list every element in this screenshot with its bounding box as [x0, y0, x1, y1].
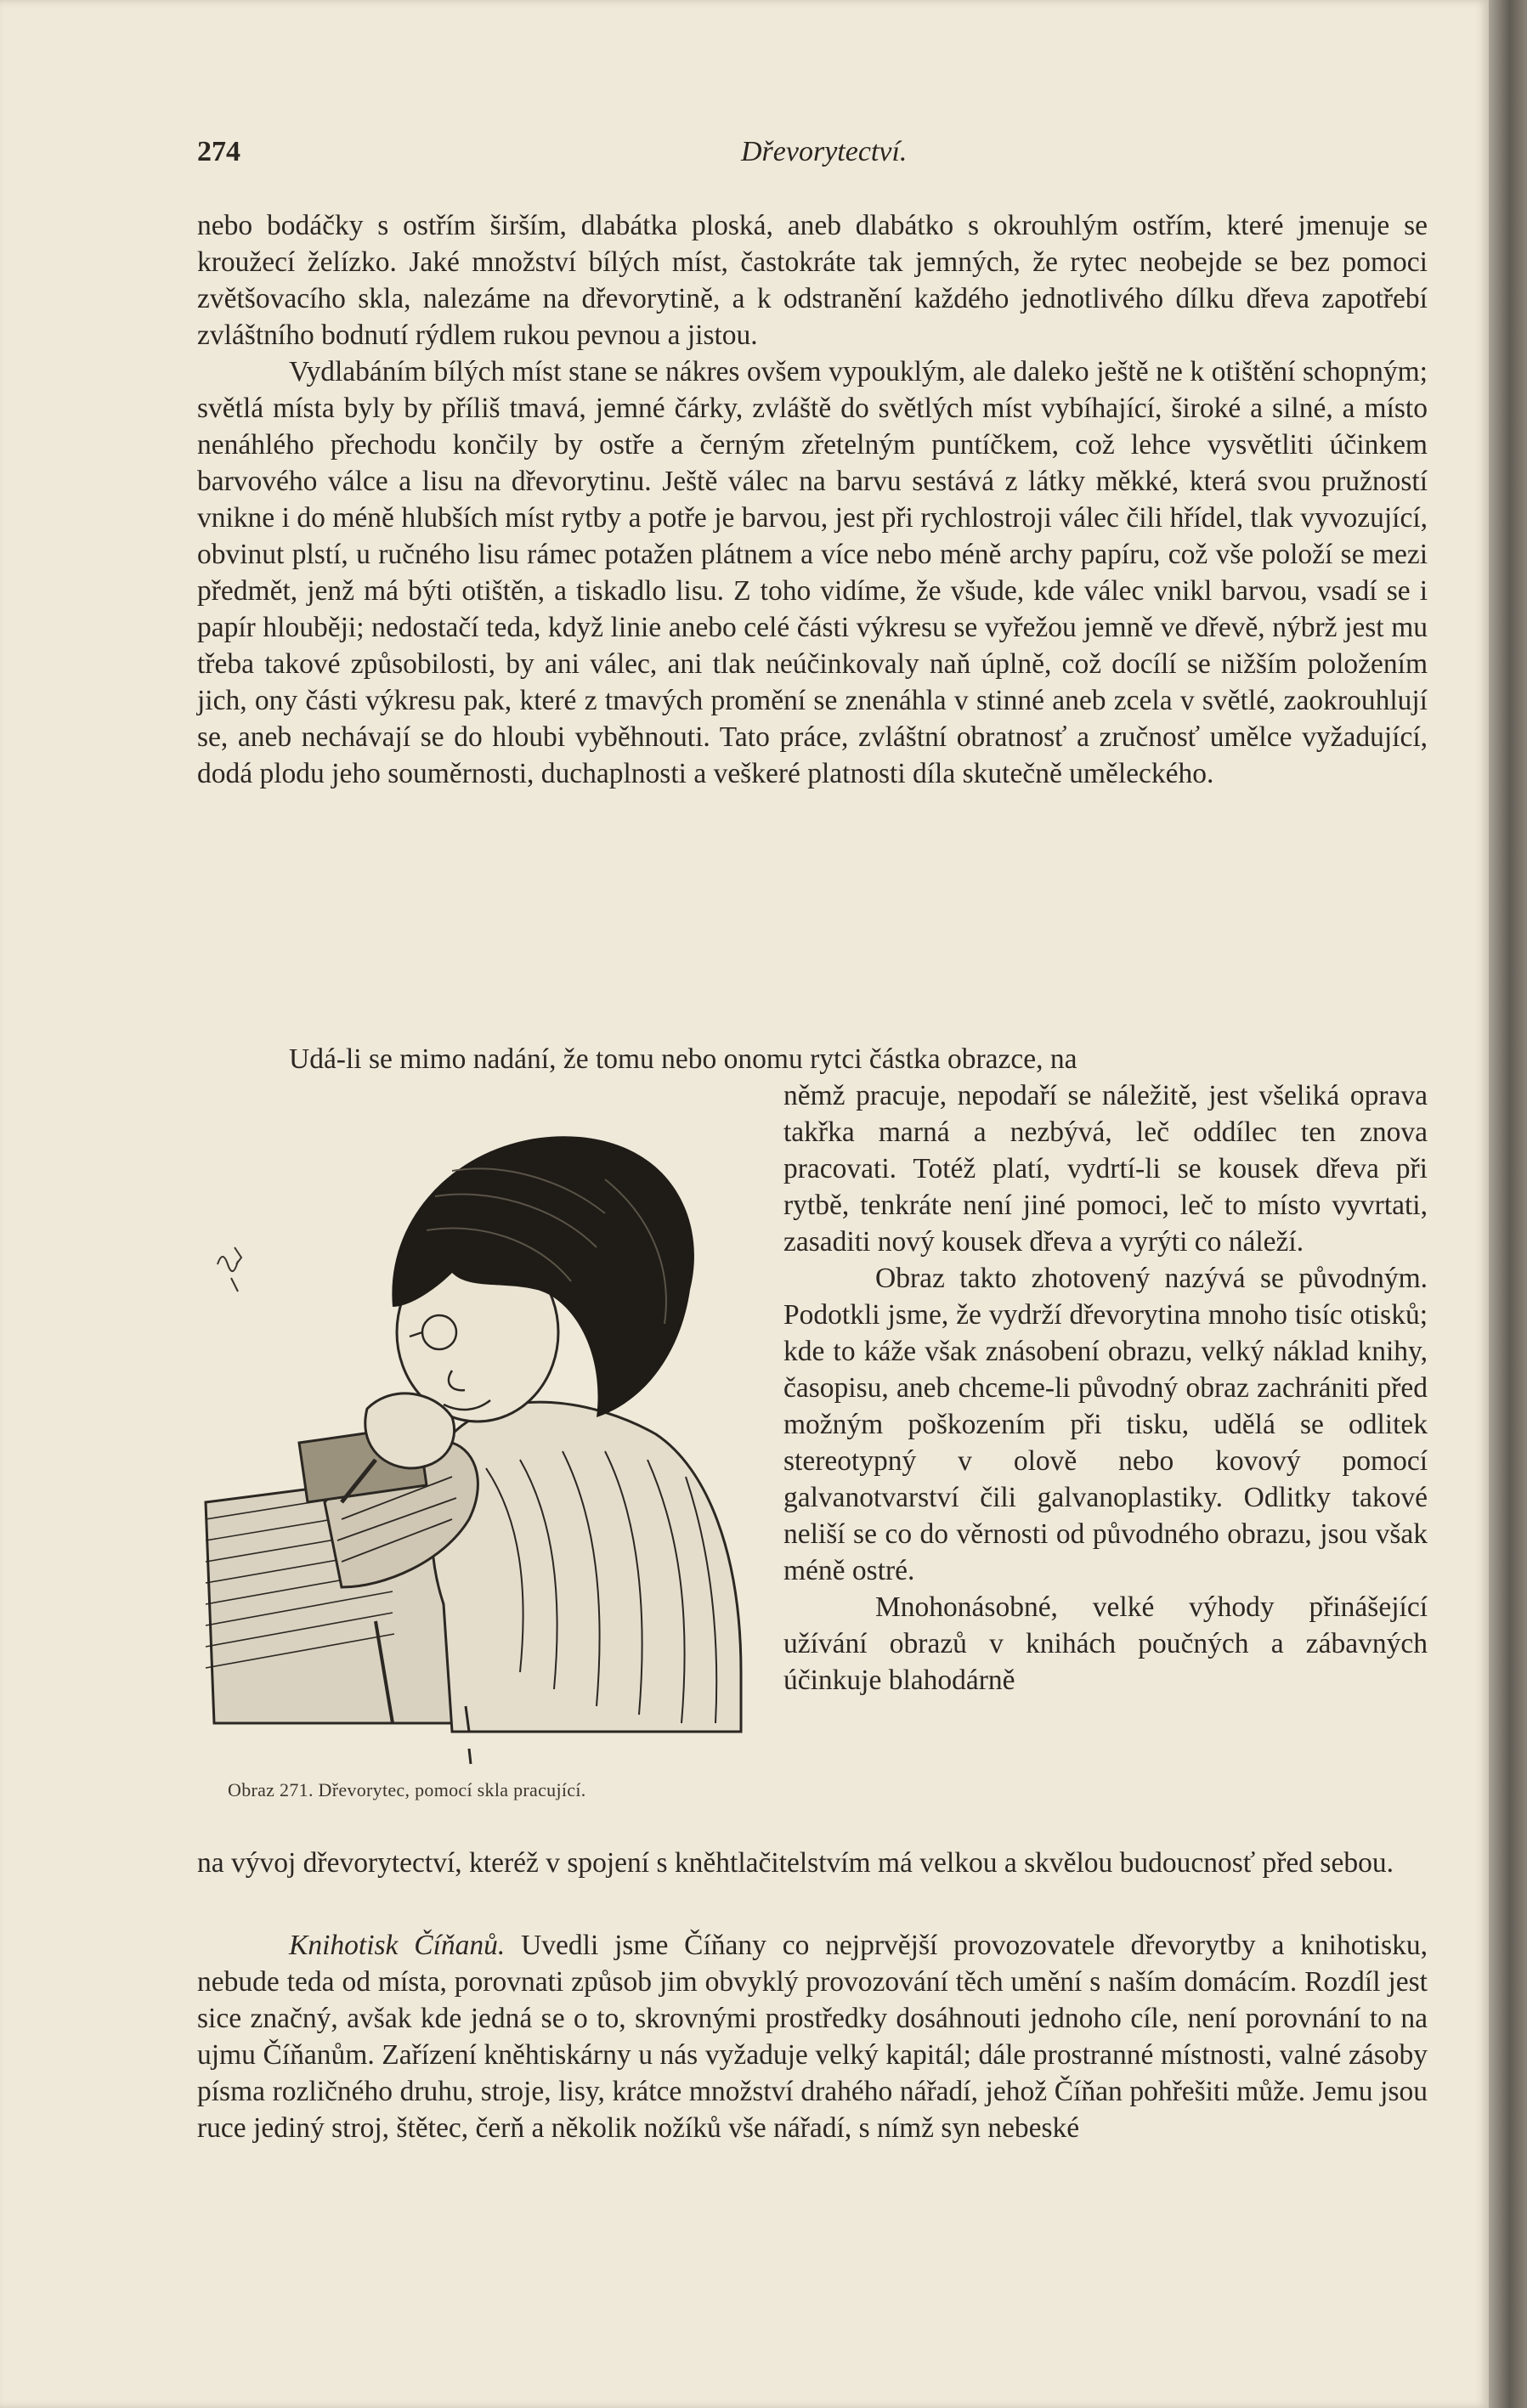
paragraph-6 — [197, 1927, 1428, 2146]
book-edge — [1489, 0, 1527, 2408]
paragraph-3-lead — [197, 1041, 1428, 1077]
paragraph-6-text — [197, 1927, 1428, 2146]
paragraph-1 — [197, 207, 1428, 792]
paragraph-3-lead-text: Udá-li se mimo nadání, že tomu nebo onomu rytci částka obrazce, na — [289, 1043, 1077, 1075]
figure-woodcut-engraver — [197, 1077, 758, 1834]
section-subhead: Knihotisk Číňanů. — [289, 1930, 506, 1961]
woodcut-engraver-icon — [197, 1077, 758, 1766]
paragraph-5-side-text: Mnohonásobné, velké výhody přinášející užívání obrazů v knihách poučných a zábavných účinkuje blahodárně — [783, 1591, 1428, 1696]
side-column — [783, 1077, 1428, 1699]
paragraph-2-text: Vydlabáním bílých míst stane se nákres ovšem vypouklým, ale daleko ještě ne k otištění schopným; světlá místa byly by příliš tmavá, jemné čárky, zvláště do světlých míst vybíhající, široké a silné, a místo nenáhlého přechodu končily by ostře a černým zřetelným puntíčkem, což lehce vysvětliti účinkem barvového válce a lisu na dřevorytinu. Ještě válec na barvu sestává z látky měkké, která svou pružností vnikne i do méně hlubších míst rytby a potře je barvou, jest při rychlostroji válec čili hřídel, tlak vyvozující, obvinut plstí, u ručného lisu rámec potažen plátnem a více nebo méně archy papíru, což vše položí se mezi předmět, jenž má býti otištěn, a tiskadlo lisu. Z toho vidíme, že všude, kde válec vnikl barvou, vsadí se i papír hlouběji; nedostačí teda, když linie anebo celé části výkresu se vyřežou jemně ve dřevě, nýbrž jest mu třeba takové způsobilosti, by ani válec, ani tlak neúčinkovaly naň úplně, což docílí se nižším položením jich, ony části výkresu pak, které z tmavých promění se znenáhla v stinné aneb zcela v světlé, zaokrouhlují se, aneb nechávají se do hloubi vyběhnouti. Tato práce, zvláštní obratnosť a zručnosť umělce vyžadující, dodá plodu jeho souměrnosti, duchaplnosti a veškeré platnosti díla skutečně uměleckého. — [197, 356, 1428, 789]
figure-caption: Obraz 271. Dřevorytec, pomocí skla pracující. — [228, 1779, 586, 1800]
paragraph-4-text: Obraz takto zhotovený nazývá se původným. Podotkli jsme, že vydrží dřevorytina mnoho tisíc otisků; kde to káže však znásobení obrazu, velký náklad knihy, časopisu, aneb chceme-li původný obraz zachrániti před možným poškozením při tisku, udělá se odlitek stereotypný v olově nebo kovový pomocí galvanotvarství čili galvanoplastiky. Odlitky takové neliší se co do věrnosti od původného obrazu, jsou však méně ostré. — [783, 1263, 1428, 1586]
page-header — [197, 136, 1428, 178]
paragraph-1-text: nebo bodáčky s ostřím širším, dlabátka ploská, aneb dlabátko s okrouhlým ostřím, které jmenuje se kroužecí želízko. Jaké množství bílých míst, častokráte tak jemných, že rytec neobejde se bez pomoci zvětšovacího skla, nalezáme na dřevorytině, a k odstranění každého jednotlivého dílku dřeva zapotřebí zvláštního bodnutí rýdlem rukou pevnou a jistou. — [197, 210, 1428, 351]
paragraph-5-continuation — [197, 1845, 1428, 1881]
running-title: Dřevorytectví. — [741, 136, 908, 167]
page-number: 274 — [197, 136, 240, 167]
paragraph-5-cont-text: na vývoj dřevorytectví, kteréž v spojení s kněhtlačitelstvím má velkou a skvělou budoucnosť před sebou. — [197, 1847, 1394, 1879]
paragraph-3-side-text: němž pracuje, nepodaří se náležitě, jest všeliká oprava takřka marná a nezbývá, leč oddílec ten znova pracovati. Totéž platí, vydrtí-li se kousek dřeva při rytbě, tenkráte není jiné pomoci, leč to místo vyvrtati, zasaditi nový kousek dřeva a vyrýti co náleží. — [783, 1080, 1428, 1258]
paragraph-6-body: Uvedli jsme Číňany co nejprvější provozovatele dřevorytby a knihotisku, nebude teda od místa, porovnati způsob jim obvyklý provozování těch umění s naším domácím. Rozdíl jest sice značný, avšak kde jedná se o to, skrovnými prostředky dosáhnouti jednoho cíle, není porovnání to na ujmu Číňanům. Zařízení kněhtiskárny u nás vyžaduje velký kapitál; dále prostranné místnosti, valné zásoby písma rozličného druhu, stroje, lisy, krátce množství drahého nářadí, jehož Číňan pohřešiti může. Jemu jsou ruce jediný stroj, štětec, čerň a několik nožíků vše nářadí, s nímž syn nebeské — [197, 1930, 1428, 2144]
margin-sketch-icon — [218, 1247, 241, 1292]
